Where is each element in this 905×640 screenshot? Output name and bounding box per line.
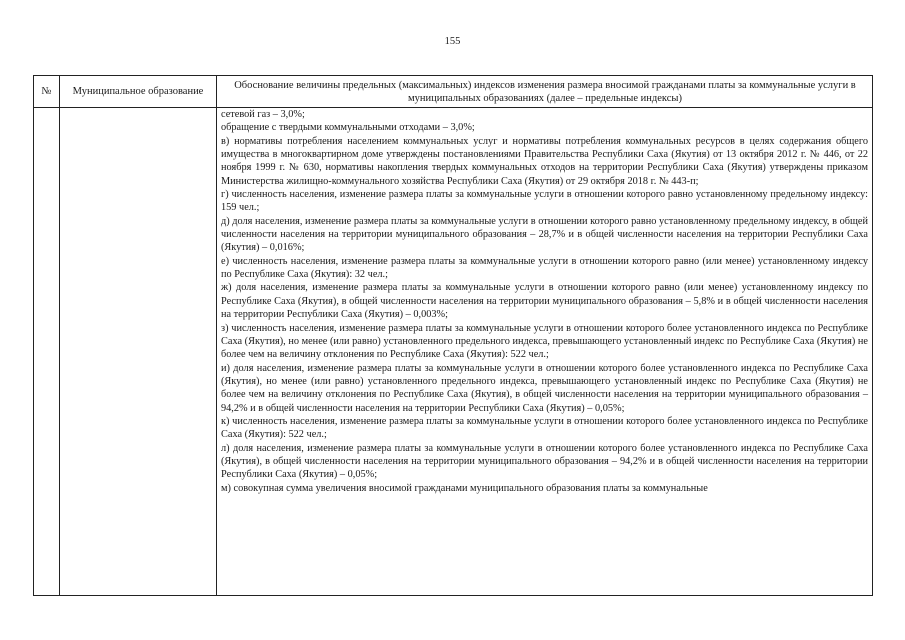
paragraph: к) численность населения, изменение размера платы за коммунальные услуги в отношении которого более установленного индекса по Республике Саха (Якутия): 522 чел.; [221, 415, 868, 441]
paragraph: д) доля населения, изменение размера платы за коммунальные услуги в отношении которого равно установленному предельному индексу, в общей численности населения на территории муниципального образования – 28,7% и в общей численности населения на территории Республики Саха (Якутия) – 0,016%; [221, 215, 868, 254]
column-divider [59, 76, 60, 595]
header-number: № [41, 86, 52, 97]
paragraph: г) численность населения, изменение размера платы за коммунальные услуги в отношении которого равно установленному предельному индексу: 159 чел.; [221, 189, 868, 214]
paragraph: е) численность населения, изменение размера платы за коммунальные услуги в отношении которого равно (или менее) установленному индексу по Республике Саха (Якутия): 32 чел.; [221, 255, 868, 281]
page-number: 155 [444, 36, 461, 47]
justification-text [221, 108, 868, 495]
header-municipality: Муниципальное образование [72, 86, 204, 97]
paragraph: сетевой газ – 3,0%; [221, 109, 305, 120]
paragraph: м) совокупная сумма увеличения вносимой гражданами муниципального образования платы за коммунальные [221, 482, 708, 494]
paragraph: в) нормативы потребления населением коммунальных услуг и нормативы потребления коммунальных ресурсов в целях содержания общего имущества в многоквартирном доме утверждены постановлениями Правительства Республики Саха (Якутия) от 13 октября 2012 г. № 446, от 22 ноября 1999 г. № 630, нормативы накопления твердых коммунальных отходов на территории Республики Саха (Якутия) утверждены приказом Министерства жилищно-коммунального хозяйства Республики Саха (Якутия) от 29 октября 2018 г. № 443-п; [221, 135, 868, 187]
paragraph: обращение с твердыми коммунальными отходами – 3,0%; [221, 122, 475, 134]
paragraph: ж) доля населения, изменение размера платы за коммунальные услуги в отношении которого равно (или менее) установленному индексу по Республике Саха (Якутия), в общей численности населения на территории муниципального образования – 5,8% и в общей численности населения на территории Республики Саха (Якутия) – 0,003%; [221, 282, 868, 321]
paragraph: л) доля населения, изменение размера платы за коммунальные услуги в отношении которого более установленного индекса по Республике Саха (Якутия), в общей численности населения на территории муниципального образования – 94,2% и в общей численности населения на территории Республики Саха (Якутия) – 0,05%; [221, 442, 868, 481]
header-justification: Обоснование величины предельных (максимальных) индексов изменения размера вносимой гражданами платы за коммунальные услуги в муниципальных образованиях (далее – предельные индексы) [234, 79, 856, 104]
justification-table [33, 75, 873, 596]
paragraph: и) доля населения, изменение размера платы за коммунальные услуги в отношении которого более установленного индекса по Республике Саха (Якутия), но менее (или равно) установленного предельного индекса, превышающего установленный индекс по Республике Саха (Якутия) не более чем на величину отклонения по Республике Саха (Якутия), в общей численности населения на территории муниципального образования – 94,2% и в общей численности населения на территории Республики Саха (Якутия) – 0,05%; [221, 362, 868, 414]
column-divider [216, 76, 217, 595]
paragraph: з) численность населения, изменение размера платы за коммунальные услуги в отношении которого более установленного индекса по Республике Саха (Якутия), но менее (или равно) установленного предельного индекса, превышающего установленный индекс по Республике Саха (Якутия) не более чем на величину отклонения по Республике Саха (Якутия): 522 чел.; [221, 322, 868, 361]
